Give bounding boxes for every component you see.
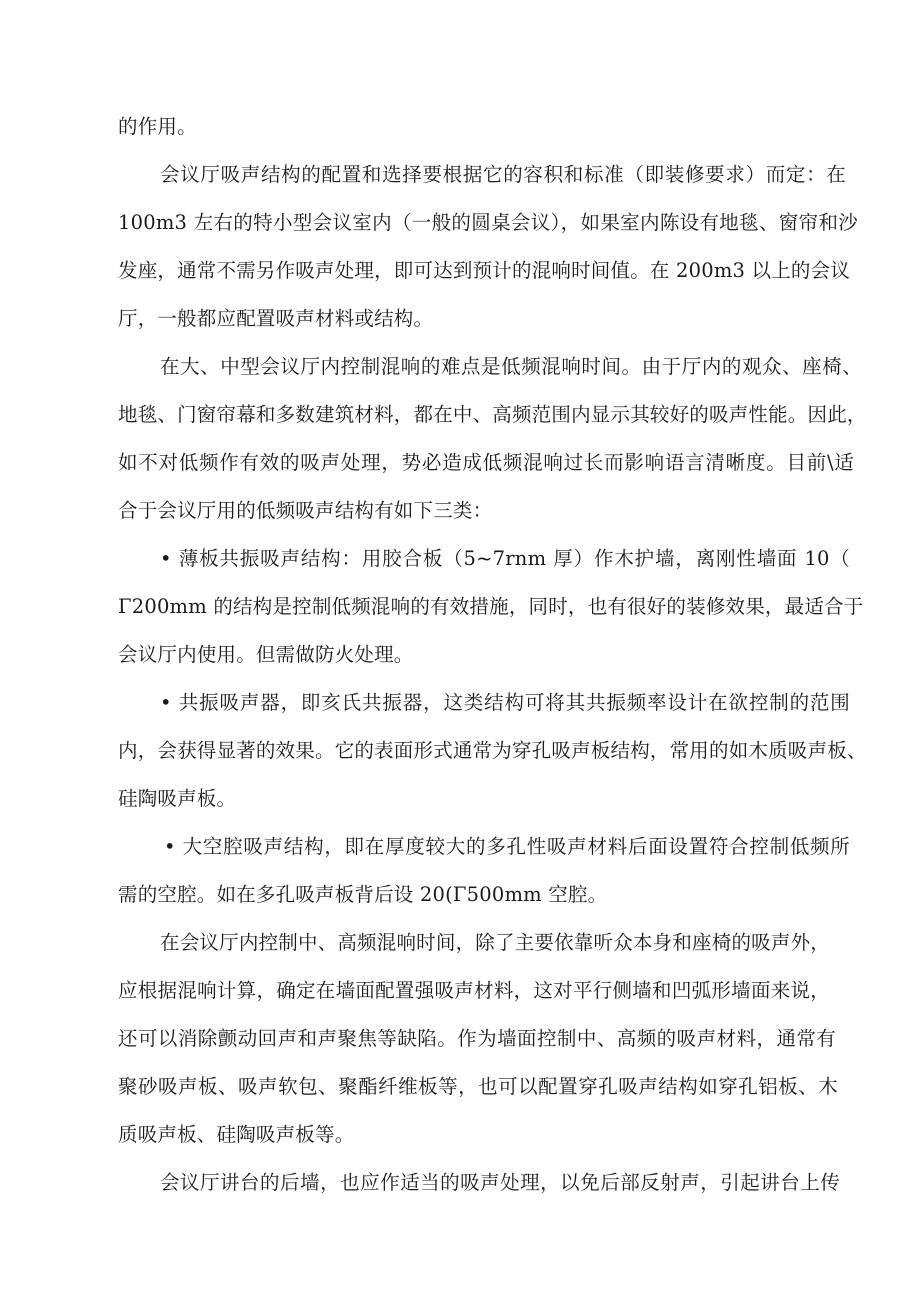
text-line: 合于会议厅用的低频吸声结构有如下三类： <box>118 499 493 522</box>
text-line: 会议厅讲台的后墙，也应作适当的吸声处理，以免后部反射声，引起讲台上传 <box>160 1171 840 1194</box>
text-line: 在大、中型会议厅内控制混响的难点是低频混响时间。由于厅内的观众、座椅、 <box>160 355 862 378</box>
text-line: Γ200mm 的结构是控制低频混响的有效措施，同时，也有很好的装修效果，最适合于 <box>118 595 864 618</box>
text-line: 如不对低频作有效的吸声处理，势必造成低频混响过长而影响语言清晰度。目前\适 <box>118 451 854 474</box>
text-line: 会议厅吸声结构的配置和选择要根据它的容积和标准（即装修要求）而定：在 <box>160 163 846 186</box>
text-line: 质吸声板、硅陶吸声板等。 <box>118 1123 355 1146</box>
text-line: 发座，通常不需另作吸声处理，即可达到预计的混响时间值。在 200m3 以上的会议 <box>118 259 851 282</box>
text-line: 聚砂吸声板、吸声软包、聚酯纤维板等，也可以配置穿孔吸声结构如穿孔铝板、木 <box>118 1075 838 1098</box>
bullet-line: • 薄板共振吸声结构：用胶合板（5~7rnm 厚）作木护墙，离刚性墙面 10（ <box>160 547 850 570</box>
text-line: 内，会获得显著的效果。它的表面形式通常为穿孔吸声板结构，常用的如木质吸声板、 <box>118 739 867 762</box>
bullet-line: • 大空腔吸声结构，即在厚度较大的多孔性吸声材料后面设置符合控制低频所 <box>164 835 850 858</box>
text-line: 需的空腔。如在多孔吸声板背后设 20(Γ500mm 空腔。 <box>118 883 608 906</box>
text-line: 硅陶吸声板。 <box>118 787 237 810</box>
text-line: 的作用。 <box>118 115 197 138</box>
text-line: 地毯、门窗帘幕和多数建筑材料，都在中、高频范围内显示其较好的吸声性能。因此， <box>118 403 867 426</box>
text-line: 厅，一般都应配置吸声材料或结构。 <box>118 307 434 330</box>
text-line: 在会议厅内控制中、高频混响时间，除了主要依靠听众本身和座椅的吸声外， <box>160 931 830 954</box>
bullet-line: • 共振吸声器，即亥氏共振器，这类结构可将其共振频率设计在欲控制的范围 <box>160 691 850 714</box>
text-line: 会议厅内使用。但需做防火处理。 <box>118 643 414 666</box>
text-line: 还可以消除颤动回声和声聚焦等缺陷。作为墙面控制中、高频的吸声材料，通常有 <box>118 1027 836 1050</box>
text-line: 应根据混响计算，确定在墙面配置强吸声材料，这对平行侧墙和凹弧形墙面来说， <box>118 979 830 1002</box>
text-line: 100m3 左右的特小型会议室内（一般的圆桌会议），如果室内陈设有地毯、窗帘和沙 <box>118 211 858 234</box>
